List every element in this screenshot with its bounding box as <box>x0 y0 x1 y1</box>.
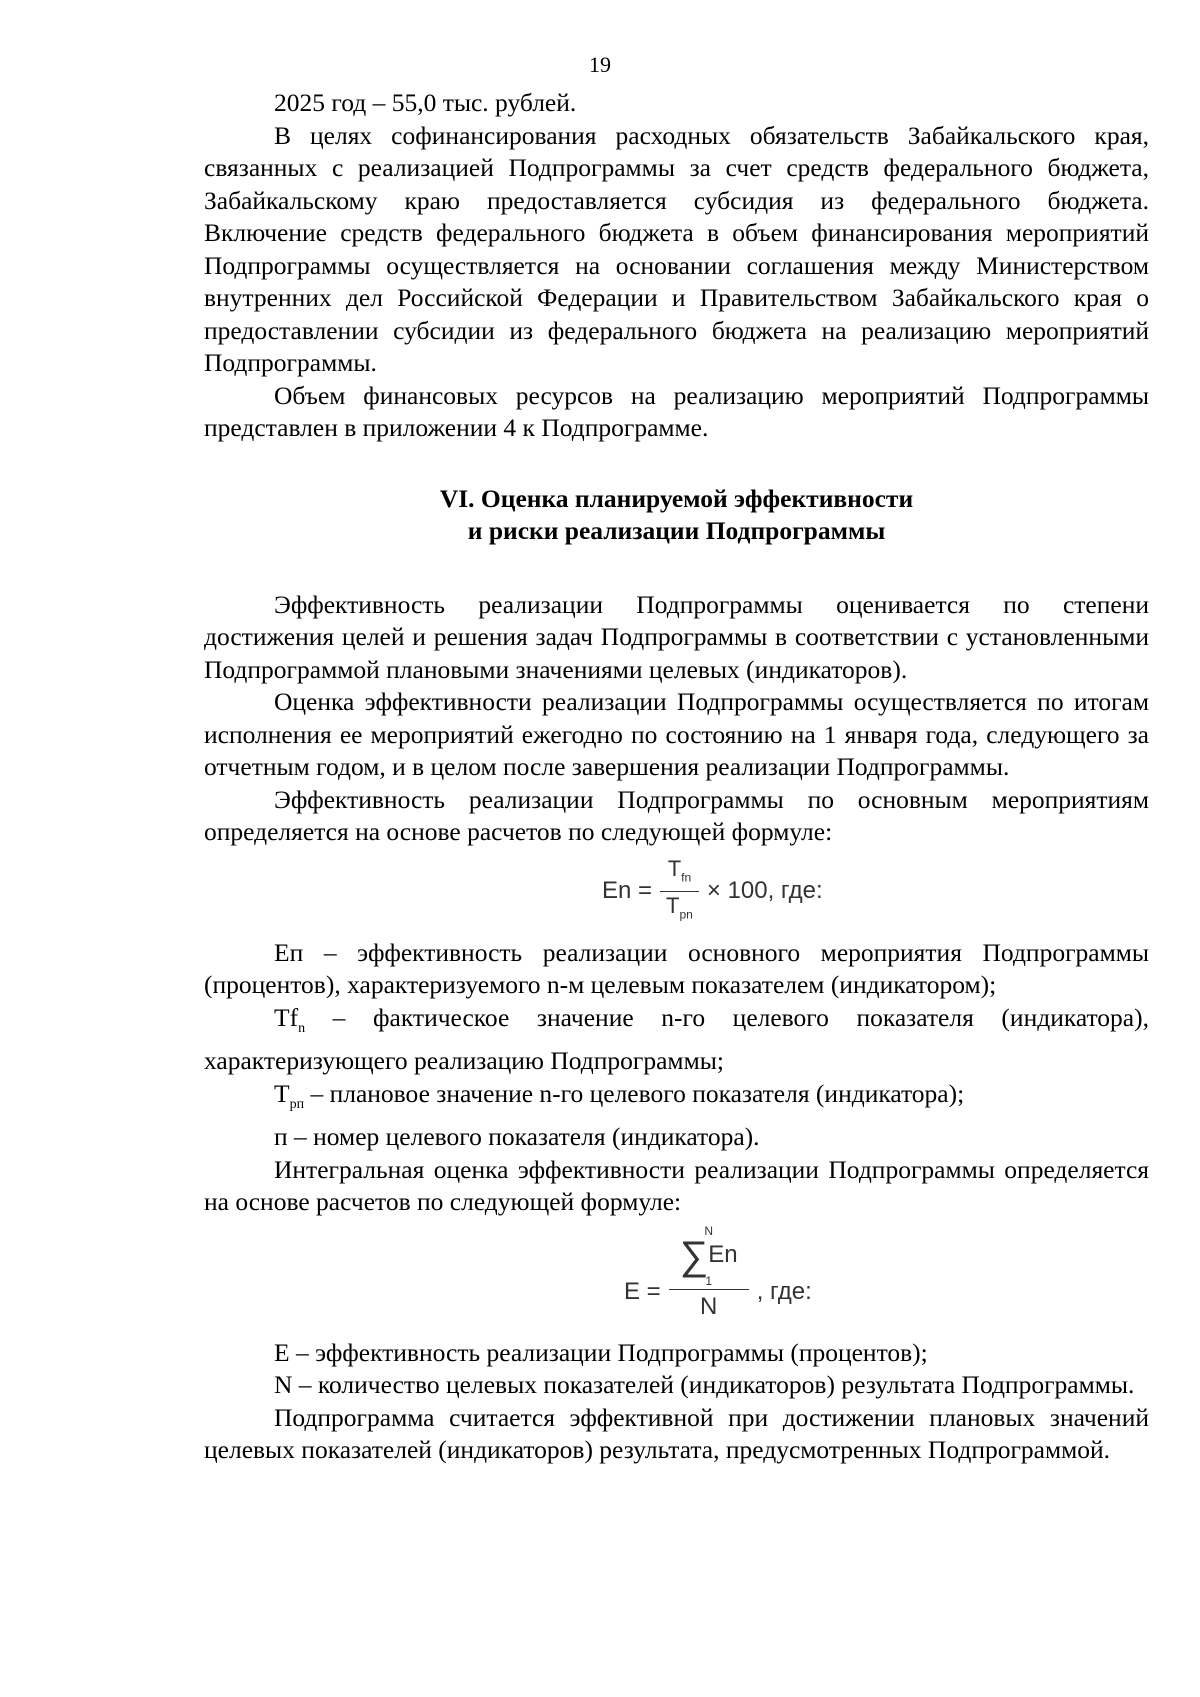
formula-e-sum-top: N <box>704 1223 714 1238</box>
definition-tf-symbol: Tf <box>274 1002 299 1032</box>
paragraph-evaluation: Оценка эффективности реализации Подпрограммы осуществляется по итогам исполнения ее мероприятий ежегодно по состоянию на 1 января года, следующего за отчетным годом, и в целом после завершения реализации Подпрограммы. <box>204 687 1149 781</box>
formula-e-sum-bottom: 1 <box>705 1273 713 1288</box>
definition-tf <box>204 1002 1149 1078</box>
document-body <box>204 87 1149 1467</box>
formula-en <box>204 855 1149 925</box>
paragraph-integral: Интегральная оценка эффективности реализации Подпрограммы определяется на основе расчетов по следующей формуле: <box>204 1154 1149 1217</box>
formula-en-den-sub: pn <box>679 907 693 922</box>
definition-tp-symbol: Т <box>274 1078 290 1108</box>
formula-en-den: T <box>666 892 680 918</box>
definition-tf-sub: n <box>298 1020 306 1036</box>
formula-en-lhs: En = <box>602 877 653 905</box>
definition-tp-sub: рп <box>289 1096 305 1112</box>
definition-en: Еп – эффективность реализации основного мероприятия Подпрограммы (процентов), характеризуемого n-м целевым показателем (индикатором); <box>204 937 1149 999</box>
heading-line-2: и риски реализации Подпрограммы <box>467 515 886 545</box>
formula-e-lhs: E = <box>624 1277 661 1305</box>
formula-en-rhs: × 100, где: <box>706 877 823 905</box>
paragraph-budget-2025: 2025 год – 55,0 тыс. рублей. <box>274 88 577 117</box>
definition-tp-text: – плановое значение n-го целевого показателя (индикатора); <box>304 1078 965 1108</box>
page-number: 19 <box>589 52 611 77</box>
paragraph-conclusion: Подпрограмма считается эффективной при достижении плановых значений целевых показателей (индикаторов) результата, предусмотренных Подпрограммой. <box>204 1402 1149 1465</box>
section-heading <box>204 483 1149 547</box>
definition-n: п – номер целевого показателя (индикатора). <box>274 1122 760 1152</box>
sigma-symbol: ∑ <box>679 1233 709 1278</box>
definition-tf-text: – фактическое значение n-го целевого показателя (индикатора), характеризующего реализацию Подпрограммы; <box>204 1002 1149 1076</box>
definition-count: N – количество целевых показателей (индикаторов) результата Подпрограммы. <box>274 1370 1135 1400</box>
formula-en-num-sub: fn <box>681 869 692 884</box>
formula-en-num: T <box>667 855 682 881</box>
formula-e-rhs: , где: <box>756 1277 812 1305</box>
paragraph-formula-intro: Эффективность реализации Подпрограммы по основным мероприятиям определяется на основе расчетов по следующей формуле: <box>204 784 1149 846</box>
formula-e-fraction <box>669 1225 749 1324</box>
paragraph-resources: Объем финансовых ресурсов на реализацию мероприятий Подпрограммы представлен в приложении 4 к Подпрограмме. <box>204 380 1149 442</box>
formula-e-sum-term: En <box>708 1241 738 1269</box>
paragraph-cofinancing: В целях софинансирования расходных обязательств Забайкальского края, связанных с реализацией Подпрограммы за счет средств федерального бюджета, Забайкальскому краю предоставляется субсидия из федерального бюджета. Включение средств федерального бюджета в объем финансирования мероприятий Подпрограммы осуществляется на основании соглашения между Министерством внутренних дел Российской Федерации и Правительством Забайкальского края о предоставлении субсидии из федерального бюджета на реализацию мероприятий Подпрограммы. <box>204 120 1149 377</box>
formula-en-fraction <box>660 855 699 929</box>
definition-tp <box>204 1078 1149 1122</box>
formula-e <box>204 1221 1149 1329</box>
heading-line-1: VI. Оценка планируемой эффективности <box>439 483 914 513</box>
formula-e-den: N <box>700 1292 718 1320</box>
definition-e: Е – эффективность реализации Подпрограммы (процентов); <box>274 1337 928 1367</box>
paragraph-effectiveness: Эффективность реализации Подпрограммы оценивается по степени достижения целей и решения задач Подпрограммы в соответствии с установленными Подпрограммой плановыми значениями целевых (индикаторов). <box>204 589 1149 684</box>
